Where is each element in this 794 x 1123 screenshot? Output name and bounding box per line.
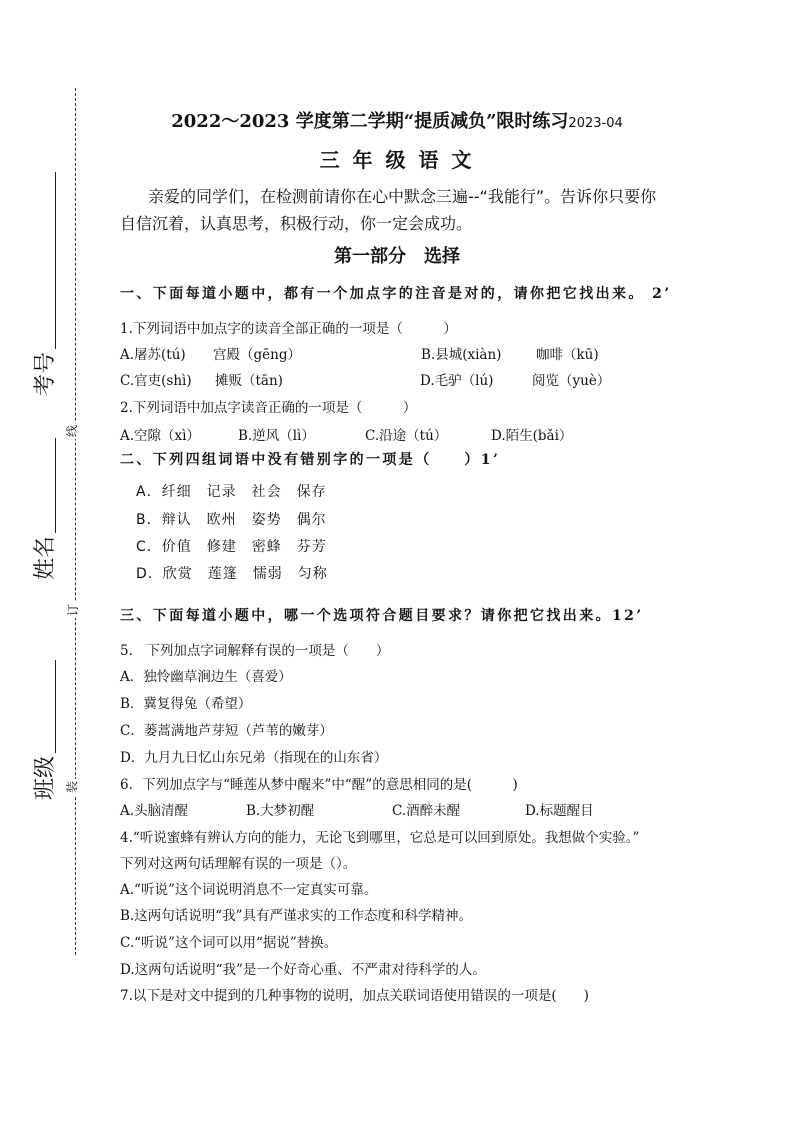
q4-option-c: C.“听说”这个词可以用“据说”替换。 bbox=[120, 935, 338, 951]
q6-option-d: D.标题醒目 bbox=[525, 803, 594, 819]
q2-option-d: D.陌生(bǎi） bbox=[491, 428, 573, 444]
subject-title: 三 年 级 语 文 bbox=[319, 148, 475, 172]
exam-title-text: 2022～2023 学度第二学期“提质减负”限时练习 bbox=[171, 111, 569, 132]
section-2-option-a: A．纤细 记录 社会 保存 bbox=[136, 484, 327, 500]
q1-option-a-word-2: 宫殿（gēng） bbox=[213, 347, 301, 363]
name-blank bbox=[37, 438, 56, 533]
exam-number-label: 考号 bbox=[33, 351, 58, 396]
q4-option-a: A.“听说”这个词说明消息不一定真实可靠。 bbox=[120, 882, 378, 898]
q2-stem: 2.下列词语中加点字读音正确的一项是（ ） bbox=[120, 400, 417, 416]
binding-dashed-line bbox=[75, 88, 76, 955]
seal-line-char: 线 bbox=[65, 425, 79, 438]
q2-options-row bbox=[0, 426, 794, 446]
seal-bind-char: 装 bbox=[65, 781, 79, 794]
q2-option-c: C.沿途（tú） bbox=[365, 428, 448, 444]
q5-stem: 5. 下列加点字词解释有误的一项是（ ） bbox=[120, 643, 390, 659]
q6-stem: 6．下列加点字与“睡莲从梦中醒来”中“醒”的意思相同的是( ) bbox=[120, 777, 518, 793]
q5-option-d: D．九月九日忆山东兄弟（指现在的山东省） bbox=[120, 750, 388, 766]
exam-title bbox=[0, 110, 794, 136]
q4-stem: 下列对这两句话理解有误的一项是（）。 bbox=[120, 856, 357, 872]
section-2-heading: 二、下列四组词语中没有错别字的一项是（ ）1’ bbox=[120, 452, 501, 468]
class-label: 班级 bbox=[33, 755, 58, 800]
q1-options-row-2 bbox=[0, 371, 794, 391]
q4-option-d: D.这两句话说明“我”是一个好奇心重、不严肃对待科学的人。 bbox=[120, 962, 486, 978]
section-1-heading: 一、下面每道小题中，都有一个加点字的注音是对的，请你把它找出来。 2’ bbox=[120, 286, 672, 302]
q5-option-c: C．蒌蒿满地芦芽短（芦苇的嫩芽） bbox=[120, 723, 333, 739]
q4-quote: 4.“听说蜜蜂有辨认方向的能力，无论飞到哪里，它总是可以回到原处。我想做个实验。” bbox=[120, 830, 640, 846]
q1-option-c-word-1: C.官吏(shì) bbox=[120, 373, 192, 389]
class-field bbox=[34, 660, 58, 800]
q2-option-b: B.逆风（lì） bbox=[238, 428, 315, 444]
q1-option-b-word-2: 咖啡（kū) bbox=[536, 347, 599, 363]
section-2-option-c: C．价值 修建 密蜂 芬芳 bbox=[136, 539, 327, 555]
q5-option-a: A．独怜幽草涧边生（喜爱） bbox=[120, 669, 292, 685]
q1-option-c-word-2: 摊贩（tān) bbox=[215, 373, 283, 389]
q7-stem: 7.以下是对文中提到的几种事物的说明，加点关联词语使用错误的一项是( ) bbox=[120, 988, 589, 1004]
section-2-option-b: B．辩认 欧州 姿势 偶尔 bbox=[136, 512, 327, 528]
q1-option-d-word-1: D.毛驴（lú) bbox=[420, 373, 494, 389]
intro-line-2: 自信沉着，认真思考，积极行动，你一定会成功。 bbox=[120, 214, 473, 233]
q1-option-a-word-1: A.屠苏(tú) bbox=[120, 347, 186, 363]
q5-option-b: B．冀复得兔（希望） bbox=[120, 696, 252, 712]
q6-options-row bbox=[0, 801, 794, 821]
q1-option-d-word-2: 阅览（yuè） bbox=[532, 373, 611, 389]
name-field bbox=[34, 438, 58, 580]
section-3-heading: 三、下面每道小题中，哪一个选项符合题目要求？请你把它找出来。12’ bbox=[120, 608, 644, 624]
q6-option-b: B.大梦初醒 bbox=[246, 803, 315, 819]
intro-line-1: 亲爱的同学们，在检测前请你在心中默念三遍--“我能行”。告诉你只要你 bbox=[148, 187, 657, 206]
section-2-option-d: D．欣赏 莲篷 懦弱 匀称 bbox=[136, 566, 328, 582]
q2-option-a: A.空隙（xì） bbox=[120, 428, 200, 444]
q6-option-c: C.酒醉未醒 bbox=[392, 803, 461, 819]
q6-option-a: A.头脑清醒 bbox=[120, 803, 189, 819]
q1-option-b-word-1: B.县城(xiàn) bbox=[421, 347, 502, 363]
q4-option-b: B.这两句话说明“我”具有严谨求实的工作态度和科学精神。 bbox=[120, 908, 473, 924]
seal-staple-char: 订 bbox=[66, 604, 80, 617]
q1-stem: 1.下列词语中加点字的读音全部正确的一项是（ ） bbox=[120, 321, 457, 337]
class-blank bbox=[37, 660, 56, 753]
part-one-title: 第一部分 选择 bbox=[334, 246, 460, 267]
q1-options-row-1 bbox=[0, 345, 794, 365]
exam-date: 2023-04 bbox=[568, 116, 623, 131]
name-label: 姓名 bbox=[33, 535, 58, 580]
